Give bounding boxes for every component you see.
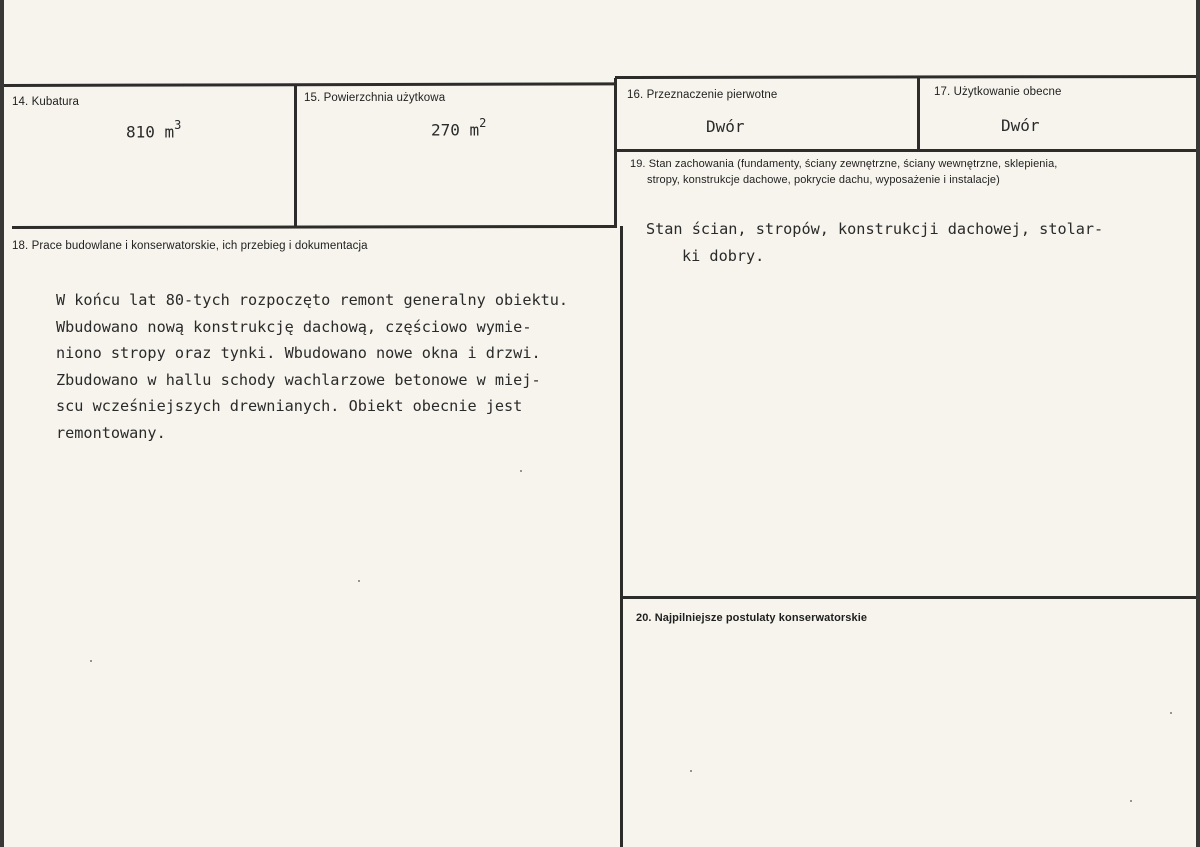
paper-speck [90,660,92,662]
field-16-label: 16. Przeznaczenie pierwotne [627,89,778,101]
card-left-edge [0,0,4,847]
field-18-line: Zbudowano w hallu schody wachlarzowe betonowe w miej- [56,370,541,389]
field-14-value [126,120,181,141]
field-15-unit-exponent: 2 [479,116,487,130]
field-18-line: niono stropy oraz tynki. Wbudowano nowe okna i drzwi. [56,344,541,362]
field-18-text [56,287,568,446]
field-19-text [646,216,1103,269]
divider-16-17 [917,77,920,151]
rule-above-20 [622,596,1196,599]
top-rule-left [4,82,616,87]
top-rule-right [615,75,1196,79]
rule-under-16-17 [616,149,1196,152]
field-17-label: 17. Użytkowanie obecne [934,86,1062,98]
paper-speck [690,770,692,772]
field-15-value-text: 270 m [431,120,480,140]
field-15-label: 15. Powierzchnia użytkowa [304,92,446,104]
field-20-label: 20. Najpilniejsze postulaty konserwatorskie [636,612,868,624]
field-18-line: remontowany. [56,423,166,442]
divider-14-15 [294,84,297,227]
field-15-value [431,118,486,139]
paper-speck [358,580,360,582]
field-18-line: Wbudowano nową konstrukcję dachową, częściowo wymie- [56,317,532,336]
field-19-line: Stan ścian, stropów, konstrukcji dachowej, stolar- [646,220,1104,238]
divider-main [614,78,617,226]
paper-speck [520,470,522,472]
field-14-value-text: 810 m [126,122,175,142]
field-19-label-line2: stropy, konstrukcje dachowe, pokrycie dachu, wyposażenie i instalacje) [647,174,1000,186]
field-18-line: W końcu lat 80-tych rozpoczęto remont generalny obiektu. [56,291,569,309]
field-19-line: ki dobry. [682,246,765,265]
field-17-value: Dwór [1001,116,1040,135]
field-18-line: scu wcześniejszych drewnianych. Obiekt obecnie jest [56,397,523,415]
field-14-label: 14. Kubatura [12,96,80,108]
field-19-label-line1: 19. Stan zachowania (fundamenty, ściany zewnętrzne, ściany wewnętrzne, sklepienia, [630,158,1058,170]
field-14-unit-exponent: 3 [174,118,182,132]
card-right-edge [1196,0,1200,847]
divider-18-right [620,226,623,847]
field-16-value: Dwór [706,117,745,136]
paper-speck [1130,800,1132,802]
paper-speck [1170,712,1172,714]
rule-under-14-15 [12,225,617,229]
field-18-label: 18. Prace budowlane i konserwatorskie, ich przebieg i dokumentacja [12,240,368,252]
